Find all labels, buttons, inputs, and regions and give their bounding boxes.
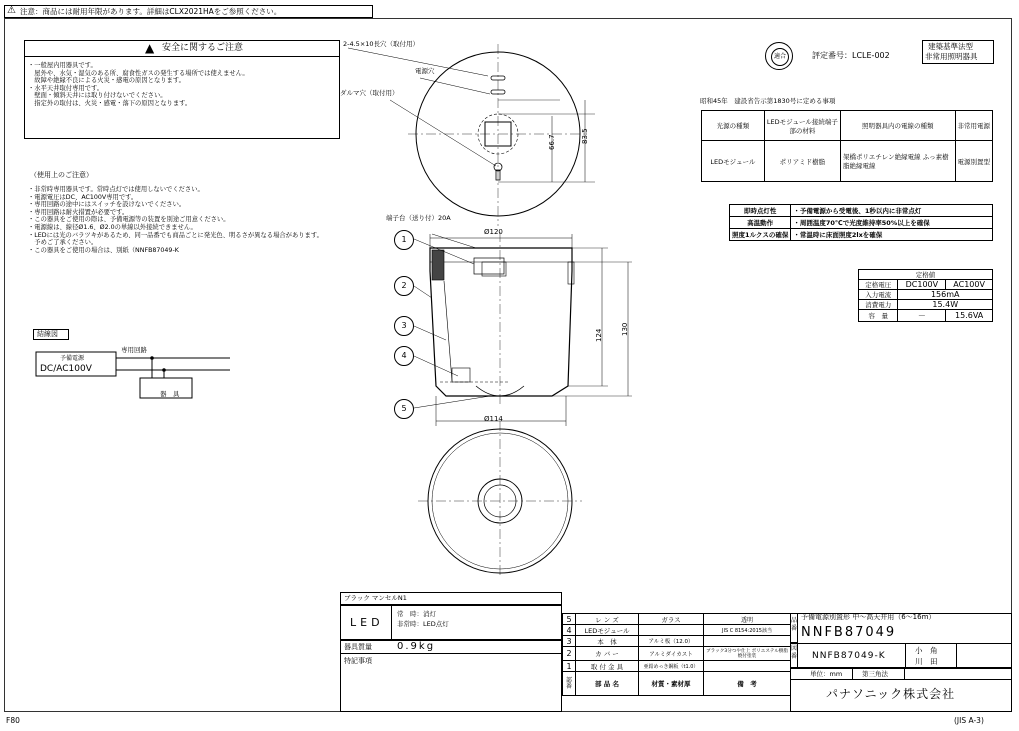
rating-value: 15.4W <box>898 300 993 310</box>
usage-line: ・電源線は、線径Ø1.6、Ø2.0の単線以外接続できません。 <box>28 223 197 231</box>
cert-number: 評定番号：LCLE-002 <box>812 51 890 60</box>
reg-title: 昭和45年 建設省告示第1830号に定める事項 <box>700 97 836 105</box>
safety-line: 指定外の取付は、火災・感電・落下の原因となります。 <box>28 99 192 107</box>
reg-header: 非常用電源 <box>955 111 993 141</box>
usage-line: ・電源電圧はDC、AC100V専用です。 <box>28 193 138 201</box>
cert-badge-line1: 建築基準法型 <box>928 42 973 51</box>
dim-66-7: 66.7 <box>548 134 556 150</box>
dim-cable-hole: 電源穴 <box>415 67 435 75</box>
reg-header: 照明器具内の電線の種類 <box>841 111 955 141</box>
reg-cell: ポリアミド樹脂 <box>764 141 840 182</box>
dim-124: 124 <box>595 328 603 342</box>
rating-value: 15.6VA <box>946 310 993 322</box>
part-material: アルミ板（12.0） <box>639 636 704 647</box>
wiring-circuit-label: 専用回路 <box>121 346 147 354</box>
company-name: パナソニック株式会社 <box>826 687 956 701</box>
wiring-title: 結線図 <box>37 330 58 338</box>
safety-line: 壁面・傾斜天井には取り付けないでください。 <box>28 92 167 100</box>
usage-line: ・この器具をご使用の場合は、別紙（NNFB87049-K <box>28 246 179 254</box>
warning-triangle-icon: ⚠ <box>7 5 16 16</box>
weight-row <box>340 640 562 654</box>
projection-label: 第三角法 <box>862 670 888 678</box>
rating-table <box>858 269 993 322</box>
drawing-number: NNFB87049-K <box>812 651 886 661</box>
weight-label: 器具質量 <box>344 643 372 651</box>
part-name: 取 付 金 具 <box>576 661 639 672</box>
safety-lines <box>28 62 249 108</box>
perf-value: ・周囲温度70℃で光度維持率50%以上を確保 <box>791 217 993 229</box>
perf-label: 即時点灯性 <box>730 205 791 217</box>
rating-value: － <box>898 310 946 322</box>
technical-drawing <box>340 36 670 576</box>
reg-header: 光源の種類 <box>702 111 765 141</box>
dim-phi120: Ø120 <box>484 228 503 236</box>
certification-seal-icon <box>765 42 793 70</box>
reg-table <box>701 110 993 182</box>
part-material <box>639 625 704 636</box>
callout-3: 3 <box>394 316 414 336</box>
wiring-power-label: 予備電源 <box>60 355 85 362</box>
wiring-power-voltage: DC/AC100V <box>40 364 92 374</box>
dim-slot: 2-4.5×10長穴（取付用） <box>343 40 420 48</box>
dim-terminal: 端子台（送り付）20A <box>386 214 451 222</box>
product-desc: 予備電源別置形 中～高天井用（6～16m） <box>801 613 936 621</box>
rating-label: 消費電力 <box>859 300 898 310</box>
part-no: 3 <box>563 636 576 647</box>
model-number: NNFB87049 <box>801 625 897 640</box>
reg-cell: 電源別置型 <box>955 141 993 182</box>
person-1: 小 角 <box>915 646 938 655</box>
usage-line: ・この器具をご使用の際は、予備電源等の装置を別途ご用意ください。 <box>28 216 230 224</box>
parts-table <box>562 613 791 696</box>
dim-daruma: ダルマ穴（取付用） <box>340 89 399 97</box>
perf-value: ・常温時に床面照度2lxを確保 <box>791 229 993 241</box>
led-normal: 常 時：消灯 <box>397 610 436 618</box>
part-note <box>704 636 791 647</box>
part-no: 4 <box>563 625 576 636</box>
perf-label: 照度1ルクスの確保 <box>730 229 791 241</box>
part-no: 2 <box>563 647 576 661</box>
rating-label: 容 量 <box>859 310 898 322</box>
footer-left: F80 <box>6 716 20 725</box>
part-note: ブラック3分つや仕上 ポリエステル樹脂焼付塗装 <box>704 647 791 661</box>
rating-value: 156mA <box>898 290 993 300</box>
perf-table <box>729 204 993 241</box>
usage-line: 予めご了承ください。 <box>28 239 98 247</box>
callout-2: 2 <box>394 276 414 296</box>
parts-head-name: 部 品 名 <box>576 672 639 696</box>
footer-right: (JIS A-3) <box>954 716 984 725</box>
notes-label: 特記事項 <box>344 657 372 665</box>
seal-inner: 適合 <box>771 48 789 66</box>
callout-1: 1 <box>394 230 414 250</box>
safety-warning-icon: ▲ <box>145 41 155 55</box>
safety-title: 安全に関するご注意 <box>162 43 244 53</box>
callout-5: 5 <box>394 399 414 419</box>
safety-line: ・一般屋内用器具です。 <box>28 62 97 69</box>
usage-line: ・LEDには光のバラツキがあるため、同一品番でも商品ごとに発光色、明るさが異なる場合があります。 <box>28 231 323 239</box>
led-emergency: 非常時：LED点灯 <box>397 620 449 628</box>
safety-line: ・水平天井取付専用です。 <box>28 84 104 92</box>
usage-line: ・非常時専用器具です。常時点灯では使用しないでください。 <box>28 186 204 193</box>
person-2: 川 田 <box>915 657 938 666</box>
finish-text: ブラック マンセルN1 <box>344 594 407 602</box>
part-no: 5 <box>563 614 576 625</box>
safety-line: 屋外や、水気・湿気のある所、腐食性ガスの発生する場所では使えません。 <box>28 69 249 77</box>
model-label: 品番 <box>791 617 798 632</box>
dim-83-5: 83.5 <box>581 128 589 144</box>
part-note <box>704 661 791 672</box>
rating-label: 入力電流 <box>859 290 898 300</box>
part-name: レ ン ズ <box>576 614 639 625</box>
weight-value: 0.9kg <box>397 641 436 652</box>
part-note: JIS C 8154:2015該当 <box>704 625 791 636</box>
part-name: LEDモジュール <box>576 625 639 636</box>
part-material: ガラス <box>639 614 704 625</box>
reg-cell: 架橋ポリエチレン絶縁電線 ふっ素樹脂絶縁電線 <box>841 141 955 182</box>
part-material: アルミダイカスト <box>639 647 704 661</box>
rating-value: AC100V <box>946 280 993 290</box>
usage-title: （使用上のご注意） <box>30 171 93 179</box>
part-note: 透明 <box>704 614 791 625</box>
usage-line: ・専用回路の途中にはスイッチを設けないでください。 <box>28 201 186 209</box>
fig-label: 図番 <box>791 645 798 660</box>
wiring-fixture-label: 器 具 <box>160 390 180 398</box>
header-notice: 注意：商品には耐用年限があります。詳細はCLX2021HAをご参照ください。 <box>20 7 282 16</box>
dim-phi114: Ø114 <box>484 415 503 423</box>
part-name: カ バ ー <box>576 647 639 661</box>
reg-header: LEDモジュール接続端子部の材料 <box>764 111 840 141</box>
perf-value: ・予備電源から受電後、1秒以内に非常点灯 <box>791 205 993 217</box>
rating-title: 定格値 <box>859 270 993 280</box>
part-material: 亜鉛めっき鋼板（t1.0） <box>639 661 704 672</box>
rating-label: 定格電圧 <box>859 280 898 290</box>
usage-lines <box>28 186 323 254</box>
perf-label: 高温動作 <box>730 217 791 229</box>
part-name: 本 体 <box>576 636 639 647</box>
callout-4: 4 <box>394 346 414 366</box>
parts-head-material: 材質・素材厚 <box>639 672 704 696</box>
parts-head-no: 部番 <box>563 672 576 696</box>
safety-line: 故障や絶縁不良による火災・感電の原因となります。 <box>28 77 185 85</box>
unit-label: 単位：mm <box>810 670 843 678</box>
parts-head-note: 備 考 <box>704 672 791 696</box>
led-label: LED <box>350 616 384 629</box>
cert-badge-line2: 非常用照明器具 <box>925 52 978 61</box>
dim-130: 130 <box>621 322 629 336</box>
part-no: 1 <box>563 661 576 672</box>
rating-value: DC100V <box>898 280 946 290</box>
reg-cell: LEDモジュール <box>702 141 765 182</box>
usage-line: ・専用回路は耐火措置が必要です。 <box>28 208 129 216</box>
